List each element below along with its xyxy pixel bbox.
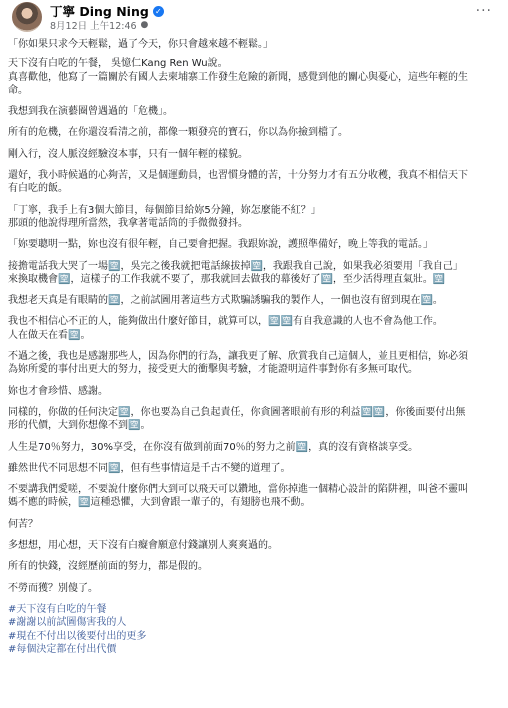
post-paragraph: 不過之後，我也是感謝那些人，因為你們的行為，讓我更了解、欣賞我自己這個人，並且更相信，妳必須為妳所愛的事付出更大的努力，接受更大的衝擊與考驗，才能證明這件事對你有多無可取代。 — [8, 351, 468, 376]
hashtag-link[interactable]: #謝謝以前試圖傷害我的人 — [8, 617, 127, 629]
post-header — [8, 0, 498, 36]
post-paragraph: 所有的危機，在你還沒看清之前，都像一顆發亮的寶石，你以為你撿到檔了。 — [8, 127, 348, 139]
post-body — [8, 38, 470, 656]
hashtag-link[interactable]: #每個決定都在付出代價 — [8, 643, 117, 655]
post-paragraph: 所有的快錢，沒經歷前面的努力，都是假的。 — [8, 561, 208, 573]
post-paragraph: 我想到我在演藝圈曾遇過的「危機」。 — [8, 106, 173, 118]
post-paragraph: 真喜歡他，他寫了一篇關於有國人去柬埔寨工作發生危險的新聞，感覺到他的關心與憂心，這些年輕的生命。 — [8, 71, 468, 96]
hashtag-link[interactable]: #現在不付出以後要付出的更多 — [8, 630, 147, 642]
post-paragraph: 我也不相信心不正的人，能夠做出什麼好節目，就算可以，🈳🈳有自我意識的人也不會為他工作。 — [8, 316, 443, 328]
post-paragraph: 「妳要聰明一點，妳也沒有很年輕，自己要會把握。我跟妳說，護照準備好，晚上等我的電話。」 — [8, 239, 433, 251]
author-name[interactable]: 丁寧 Ding Ning — [50, 4, 149, 19]
hashtag-list — [8, 603, 470, 656]
post-paragraph: 我想老天真是有眼睛的🈳，之前試圖用著這些方式欺騙誘騙我的製作人，一個也沒有留到現在🈳。 — [8, 295, 443, 307]
post-timestamp[interactable]: 8月12日 上午12:46 — [50, 21, 137, 32]
avatar[interactable] — [12, 2, 42, 32]
verified-badge-icon: ✓ — [153, 6, 164, 17]
hashtag-link[interactable]: #天下沒有白吃的午餐 — [8, 603, 107, 615]
post-paragraph: 同樣的，你做的任何決定🈳，你也要為自己負起責任，你貪圖著眼前有形的利益🈳🈳，你後面要付出無形的代價，大到你想像不到🈳。 — [8, 406, 466, 432]
post-paragraph: 人生是70％努力，30%享受，在你沒有做到前面70％的努力之前🈳，真的沒有資格談享受。 — [8, 441, 419, 453]
post-paragraph: 妳也才會珍惜、感謝。 — [8, 385, 108, 397]
post-paragraph: 雖然世代不同思想不同🈳，但有些事情這是千古不變的道理了。 — [8, 462, 291, 474]
post-paragraph: 「丁寧，我手上有3個大節目，每個節目給妳5分鐘，妳怎麼能不紅？」 — [8, 204, 321, 216]
post-paragraph: 還好，我小時候過的心夠苦，又是個運動員，也習慣身體的苦，十分努力才有五分收穫，我真不相信天下有白吃的飯。 — [8, 170, 468, 195]
post-paragraph: 不勞而獲？別傻了。 — [8, 582, 98, 594]
post-paragraph: 接擔電話我大哭了一場🈳，吳完之後我就把電話線拔掉🈳，我跟我自己說，如果我必須要用「我自己」來換取機會🈳，這樣子的工作我就不要了，那我就回去做我的幕後好了🈳，至少活得理直氣壯。🈳 — [8, 260, 463, 285]
more-options-icon[interactable]: ··· — [475, 3, 492, 19]
post-paragraph: 那頭的他說得理所當然，我拿著電話筒的手微微發抖。 — [8, 217, 248, 229]
post-paragraph: 剛入行，沒人脈沒經驗沒本事，只有一個年輕的樣貌。 — [8, 148, 248, 160]
post-paragraph: 多想想，用心想，天下沒有白癡會願意付錢讓別人爽爽過的。 — [8, 540, 278, 552]
post-paragraph: 「你如果只求今天輕鬆，過了今天，你只會越來越不輕鬆。」 — [8, 39, 273, 50]
globe-icon: ● — [140, 20, 149, 30]
post-paragraph: 天下沒有白吃的午餐， 吳憶仁Kang Ren Wu說。 — [8, 58, 228, 70]
post-paragraph: 何苦？ — [8, 518, 38, 530]
post-meta — [50, 18, 148, 32]
post-paragraph: 不要講我們愛嗟，不要說什麼你們大到可以飛天可以鑽地，當你掉進一個精心設計的陷阱裡，叫爸不靈叫媽不應的時候，🈳這種恐懼，大到會跟一輩子的，有翅膀也飛不動。 — [8, 484, 468, 509]
post-paragraph: 人在做天在看🈳。 — [8, 329, 91, 341]
